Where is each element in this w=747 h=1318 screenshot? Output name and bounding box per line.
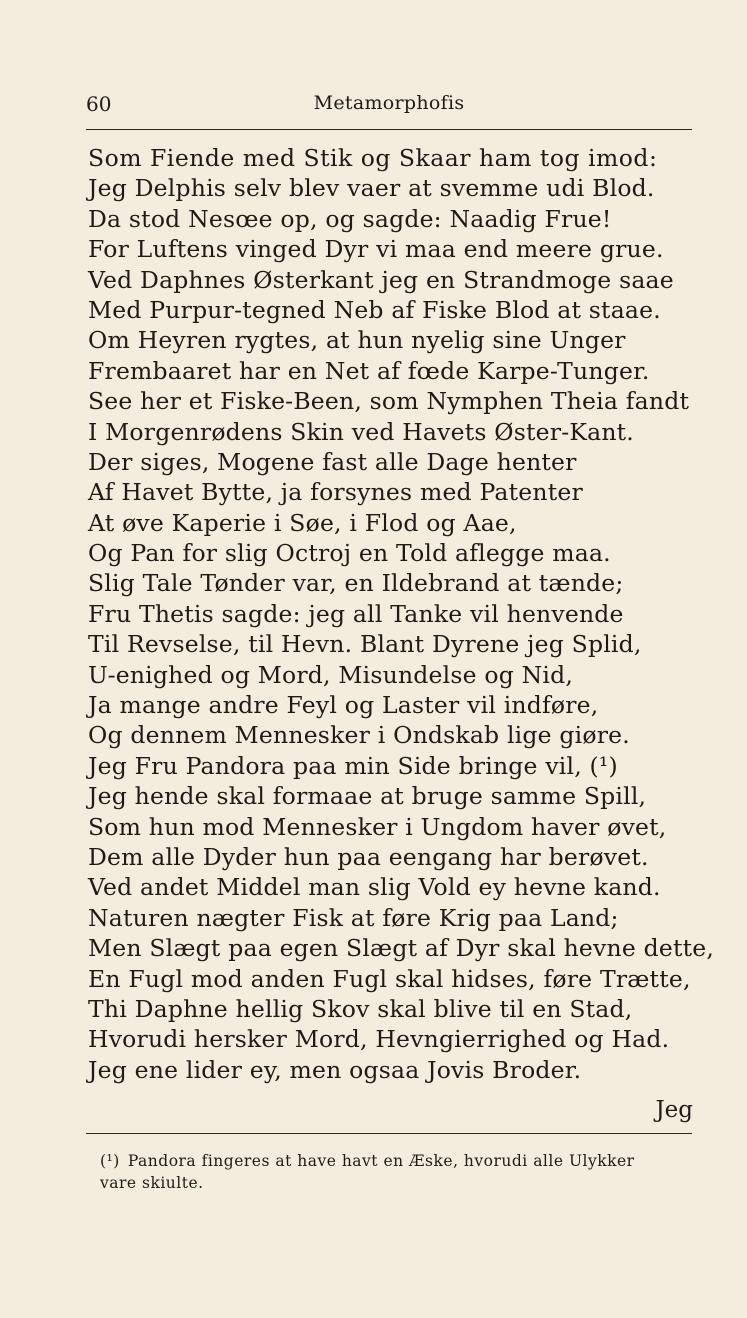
verse-line: Dem alle Dyder hun paa eengang har berøvet. — [88, 842, 649, 871]
verse-line: For Luftens vinged Dyr vi maa end meere grue. — [88, 235, 664, 264]
verse-line: Som hun mod Mennesker i Ungdom haver øvet, — [88, 812, 667, 841]
verse-line: Som Fiende med Stik og Skaar ham tog imod: — [88, 144, 658, 172]
running-head: Metamorphofis — [313, 92, 465, 114]
verse-line: I Morgenrødens Skin ved Havets Øster-Kant. — [88, 417, 634, 446]
footnote-text: Pandora fingeres at have havt en Æske, hvorudi alle Ulykker — [127, 1152, 635, 1170]
verse-line: Med Purpur-tegned Neb af Fiske Blod at staae. — [88, 295, 661, 324]
verse-line: Jeg hende skal formaae at bruge samme Spill, — [88, 782, 647, 811]
verse-line: Af Havet Bytte, ja forsynes med Patenter — [88, 478, 583, 507]
page-number: 60 — [86, 92, 112, 116]
verse-line: Da stod Nesœe op, og sagde: Naadig Frue! — [88, 204, 612, 233]
footnote-line: vare skiulte. — [100, 1174, 204, 1192]
verse-line: Jeg Delphis selv blev vaer at svemme udi Blod. — [88, 174, 655, 203]
verse-line: Hvorudi hersker Mord, Hevngierrighed og Had. — [88, 1025, 670, 1054]
verse-line: U-enighed og Mord, Misundelse og Nid, — [88, 660, 574, 689]
verse-line: En Fugl mod anden Fugl skal hidses, føre Trætte, — [88, 964, 691, 993]
footnote — [100, 1150, 700, 1194]
verse-line: Og Pan for slig Octroj en Told aflegge maa. — [88, 539, 611, 568]
verse-line: Der siges, Mogene fast alle Dage henter — [88, 447, 577, 476]
verse-line: Jeg Fru Pandora paa min Side bringe vil, (¹) — [88, 751, 618, 780]
verse-line: Til Revselse, til Hevn. Blant Dyrene jeg Splid, — [88, 630, 642, 659]
verse-line: Fru Thetis sagde: jeg all Tanke vil henvende — [88, 599, 624, 628]
header-rule — [86, 129, 692, 130]
verse-line: Men Slægt paa egen Slægt af Dyr skal hevne dette, — [88, 934, 715, 963]
verse-line: At øve Kaperie i Søe, i Flod og Aae, — [88, 508, 517, 537]
verse-line: Om Heyren rygtes, at hun nyelig sine Unger — [88, 326, 626, 355]
verse-block — [88, 143, 715, 1085]
verse-line: See her et Fiske-Been, som Nymphen Theia fandt — [88, 387, 690, 416]
verse-line: Ja mange andre Feyl og Laster vil indføre, — [88, 691, 599, 720]
verse-line: Og dennem Mennesker i Ondskab lige giøre. — [88, 721, 630, 750]
catchword: Jeg — [655, 1097, 693, 1123]
verse-line: Jeg ene lider ey, men ogsaa Jovis Broder. — [88, 1055, 582, 1084]
footnote-rule — [86, 1133, 692, 1134]
footnote-line — [100, 1150, 700, 1172]
verse-line: Ved andet Middel man slig Vold ey hevne kand. — [88, 873, 661, 902]
verse-line: Naturen nægter Fisk at føre Krig paa Land; — [88, 903, 619, 932]
verse-line: Thi Daphne hellig Skov skal blive til en Stad, — [88, 994, 633, 1023]
verse-line: Ved Daphnes Østerkant jeg en Strandmoge saae — [88, 265, 674, 294]
verse-line: Frembaaret har en Net af fœde Karpe-Tunger. — [88, 356, 650, 385]
verse-line: Slig Tale Tønder var, en Ildebrand at tænde; — [88, 569, 624, 598]
page-header — [86, 92, 692, 118]
footnote-mark: (¹) — [100, 1152, 120, 1170]
